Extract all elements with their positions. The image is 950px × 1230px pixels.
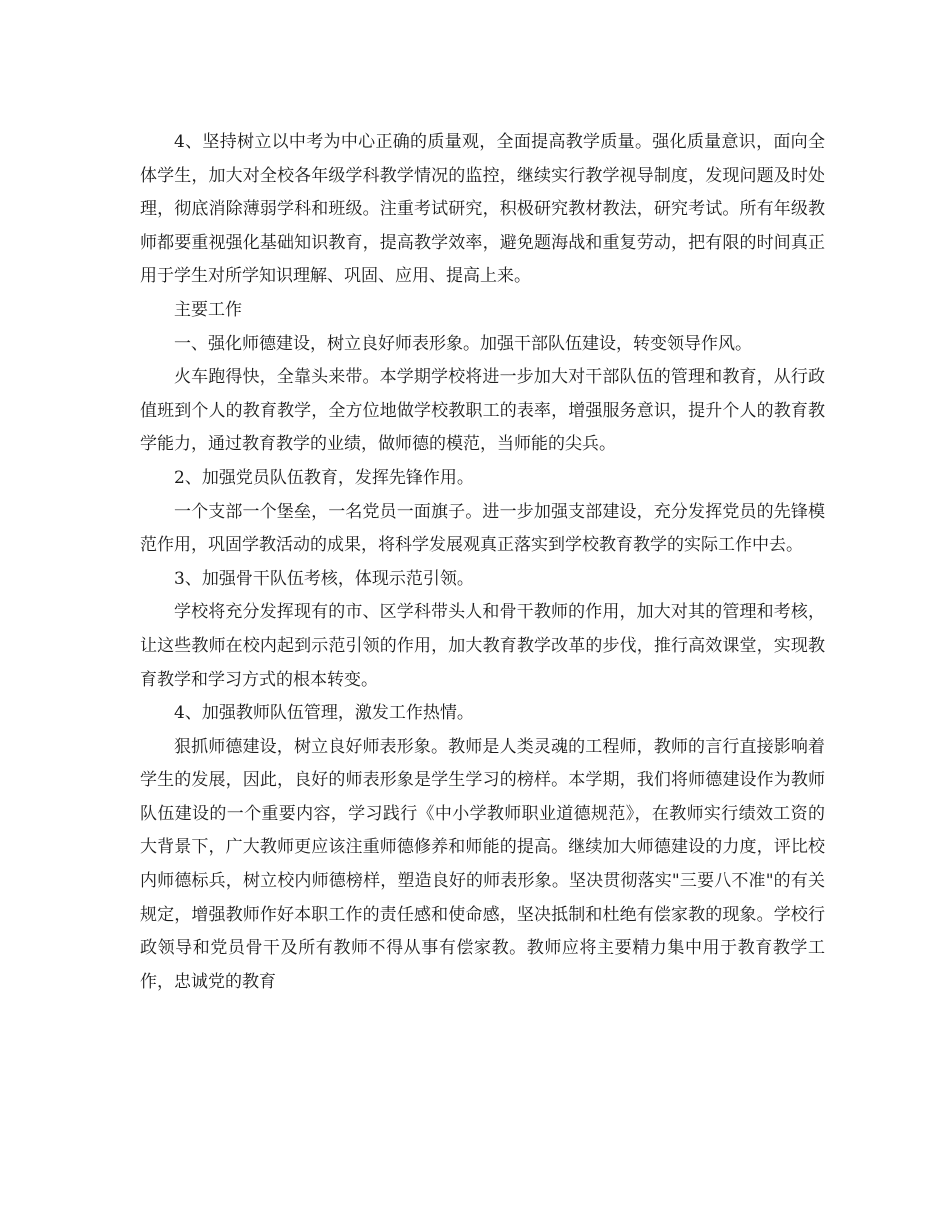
paragraph-backbone-teachers: 学校将充分发挥现有的市、区学科带头人和骨干教师的作用，加大对其的管理和考核，让这些教师在校内起到示范引领的作用，加大教育教学改革的步伐，推行高效课堂，实现教育教学和学习方式的根本转变。 xyxy=(140,602,825,690)
paragraph-quality-view: 4、坚持树立以中考为中心正确的质量观，全面提高教学质量。强化质量意识，面向全体学生，加大对全校各年级学科教学情况的监控，继续实行教学视导制度，发现问题及时处理，彻底消除薄弱学科和班级。注重考试研究，积极研究教材教法，研究考试。所有年级教师都要重视强化基础知识教育，提高教学效率，避免题海战和重复劳动，把有限的时间真正用于学生对所学知识理解、巩固、应用、提高上来。 xyxy=(140,132,825,287)
heading-teacher-ethics: 一、强化师德建设，树立良好师表形象。加强干部队伍建设，转变领导作风。 xyxy=(174,333,752,354)
document-body xyxy=(140,126,825,999)
heading-party-members: 2、加强党员队伍教育，发挥先锋作用。 xyxy=(174,467,474,488)
heading-backbone-teachers: 3、加强骨干队伍考核，体现示范引领。 xyxy=(174,568,474,589)
paragraph-cadre-team: 火车跑得快，全靠头来带。本学期学校将进一步加大对干部队伍的管理和教育，从行政值班到个人的教育教学，全方位地做学校教职工的表率，增强服务意识，提升个人的教育教学能力，通过教育教学的业绩，做师德的模范，当师能的尖兵。 xyxy=(140,367,825,455)
heading-main-work: 主要工作 xyxy=(174,299,242,320)
heading-teacher-management: 4、加强教师队伍管理，激发工作热情。 xyxy=(174,703,474,724)
paragraph-teacher-ethics: 狠抓师德建设，树立良好师表形象。教师是人类灵魂的工程师，教师的言行直接影响着学生的发展，因此，良好的师表形象是学生学习的榜样。本学期，我们将师德建设作为教师队伍建设的一个重要内容，学习践行《中小学教师职业道德规范》，在教师实行绩效工资的大背景下，广大教师更应该注重师德修养和师能的提高。继续加大师德建设的力度，评比校内师德标兵，树立校内师德榜样，塑造良好的师表形象。坚决贯彻落实"三要八不准"的有关规定，增强教师作好本职工作的责任感和使命感，坚决抵制和杜绝有偿家教的现象。学校行政领导和党员骨干及所有教师不得从事有偿家教。教师应将主要精力集中用于教育教学工作，忠诚党的教育 xyxy=(140,736,825,992)
paragraph-party-branch: 一个支部一个堡垒，一名党员一面旗子。进一步加强支部建设，充分发挥党员的先锋模范作用，巩固学教活动的成果，将科学发展观真正落实到学校教育教学的实际工作中去。 xyxy=(140,501,825,556)
